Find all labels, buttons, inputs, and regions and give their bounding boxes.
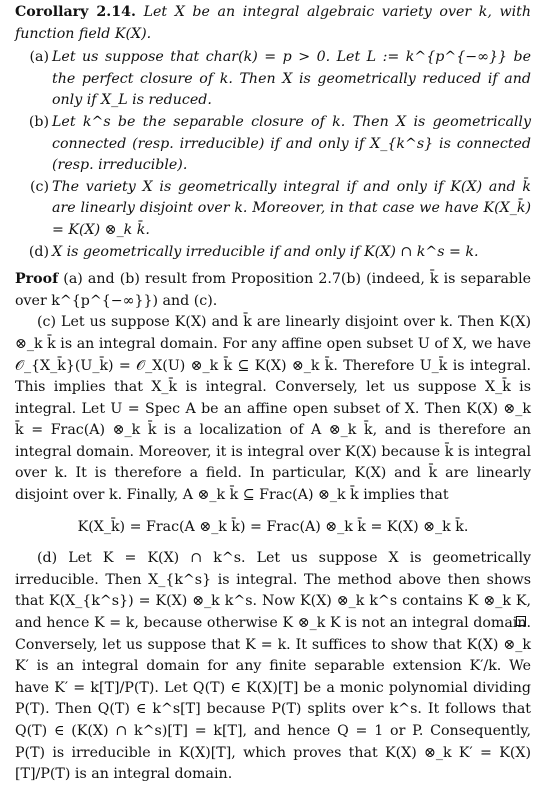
item-d-text: X is geometrically irreducible if and only if K(X) ∩ k^s = k. — [52, 243, 479, 260]
item-b-mark: (b) — [28, 113, 49, 130]
item-c-text: The variety X is geometrically integral if and only if K(X) and k̄ are linearly disjoint over k. Moreover, in that case we have K(X_k̄) = K(X) ⊗_k k̄. — [52, 178, 531, 238]
proof-paragraph-d: (d) Let K = K(X) ∩ k^s. Let us suppose X is geometrically irreducible. Then X_{k^s} is integral. The method above then shows that K(X_{k^s}) = K(X) ⊗_k k^s. Now K(X) ⊗_k k^s contains K ⊗_k K, and hence K = k, because otherwise K ⊗_k K is not an integral domain. Conversely, let us suppose that K = k. It suffices to show that K(X) ⊗_k K′ is an integral domain for any finite separable extension K′/k. We have K′ = k[T]/P(T). Let Q(T) ∈ K(X)[T] be a monic polynomial dividing P(T). Then Q(T) ∈ k^s[T] because P(T) splits over k^s. It follows that Q(T) ∈ (K(X) ∩ k^s)[T] = k[T], and hence Q = 1 or P. Consequently, P(T) is irreducible in K(X)[T], which proves that K(X) ⊗_k K′ = K(X)[T]/P(T) is an integral domain. — [15, 550, 531, 783]
item-d — [15, 242, 531, 264]
proof-intro-text: (a) and (b) result from Proposition 2.7(b) (indeed, k̄ is separable over k^{p^{−∞}}) and (c). — [15, 271, 532, 309]
corollary-label: Corollary 2.14. — [15, 4, 136, 20]
item-c — [15, 177, 531, 242]
item-c-mark: (c) — [29, 178, 49, 195]
item-a — [15, 47, 531, 112]
qed-box-icon — [516, 616, 526, 626]
item-a-text: Let us suppose that char(k) = p > 0. Let L := k^{p^{−∞}} be the perfect closure of k. Then X is geometrically reduced if and only if X_L is reduced. — [52, 49, 531, 109]
corollary-items — [15, 47, 531, 263]
item-b-text: Let k^s be the separable closure of k. Then X is geometrically connected (resp. irreducible) if and only if X_{k^s} is connected (resp. irreducible). — [52, 113, 531, 174]
item-a-mark: (a) — [29, 49, 49, 66]
display-equation: K(X_k̄) = Frac(A ⊗_k k̄) = Frac(A) ⊗_k k̄ = K(X) ⊗_k k̄. — [77, 518, 469, 535]
proof-label: Proof — [15, 271, 59, 288]
item-d-mark: (d) — [28, 243, 49, 260]
item-b — [15, 112, 531, 177]
corollary-statement — [15, 2, 531, 45]
corollary-text: Let X be an integral algebraic variety over k, with function field K(X). — [15, 4, 531, 42]
proof-intro — [15, 269, 531, 312]
proof-paragraph-c: (c) Let us suppose K(X) and k̄ are linearly disjoint over k. Then K(X) ⊗_k k̄ is an integral domain. For any affine open subset U of X, we have 𝒪_{X_k̄}(U_k̄) = 𝒪_X(U) ⊗_k k̄ ⊆ K(X) ⊗_k k̄. Therefore U_k̄ is integral. This implies that X_k̄ is integral. Conversely, let us suppose X_k̄ is integral. Let U = Spec A be an affine open subset of X. Then K(X) ⊗_k k̄ = Frac(A) ⊗_k k̄ is a localization of A ⊗_k k̄, and is therefore an integral domain. Moreover, it is integral over K(X) because k̄ is integral over k. It is therefore a field. In particular, K(X) and k̄ are linearly disjoint over k. Finally, A ⊗_k k̄ ⊆ Frac(A) ⊗_k k̄ implies that — [15, 314, 531, 504]
